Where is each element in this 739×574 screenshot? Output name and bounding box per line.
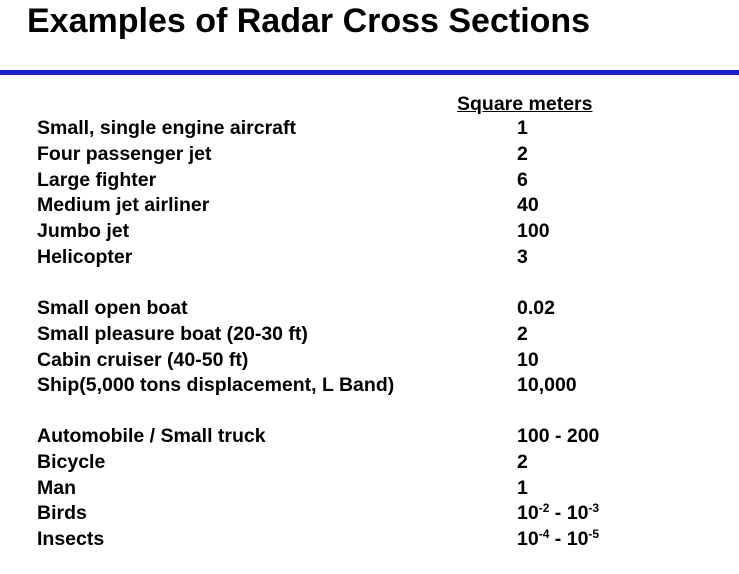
table-row [37, 296, 727, 322]
ground-and-living-group [37, 424, 727, 553]
table-row [37, 245, 727, 271]
table-row [37, 527, 727, 553]
row-value: 1 [517, 476, 528, 499]
table-row [37, 116, 727, 142]
exp-base: 10 [566, 528, 589, 551]
table-row [37, 322, 727, 348]
table-row [37, 168, 727, 194]
row-name: Birds [37, 502, 87, 525]
range-separator: - [549, 502, 567, 525]
row-value: 10 [517, 348, 539, 371]
table-row [37, 450, 727, 476]
exp-base: 10 [517, 528, 539, 551]
row-name: Jumbo jet [37, 220, 130, 243]
row-name: Bicycle [37, 450, 106, 473]
row-name: Helicopter [37, 245, 133, 268]
row-value: 2 [517, 142, 528, 165]
row-name: Automobile / Small truck [37, 425, 266, 447]
table-row [37, 193, 727, 219]
table-row [37, 501, 727, 527]
exp-power: -4 [538, 527, 550, 542]
row-value: 100 [517, 220, 550, 243]
row-value: 0.02 [517, 297, 555, 319]
row-value-exponent [517, 527, 599, 553]
page-title: Examples of Radar Cross Sections [27, 2, 591, 40]
table-row [37, 476, 727, 502]
exp-power: -2 [538, 501, 550, 516]
table-row [37, 348, 727, 374]
row-name: Ship(5,000 tons displacement, L Band) [37, 374, 395, 397]
row-value: 3 [517, 245, 528, 268]
exp-power: -5 [588, 527, 600, 542]
row-name: Large fighter [37, 168, 157, 191]
row-name: Man [37, 476, 76, 499]
row-name: Small open boat [37, 297, 188, 319]
row-name: Four passenger jet [37, 142, 212, 165]
row-name: Small, single engine aircraft [37, 117, 297, 139]
row-name: Small pleasure boat (20-30 ft) [37, 322, 308, 345]
table-row [37, 373, 727, 399]
exp-power: -3 [588, 501, 600, 516]
row-value: 100 - 200 [517, 425, 600, 447]
table-row [37, 424, 727, 450]
exp-base: 10 [517, 502, 539, 525]
row-name: Cabin cruiser (40-50 ft) [37, 348, 249, 371]
row-value: 6 [517, 168, 528, 191]
aircraft-group [37, 116, 727, 271]
exp-base: 10 [566, 502, 589, 525]
row-name: Medium jet airliner [37, 194, 210, 217]
row-value: 1 [517, 117, 528, 139]
row-value: 10,000 [517, 374, 577, 397]
row-value: 2 [517, 450, 528, 473]
row-name: Insects [37, 528, 105, 551]
column-header-square-meters: Square meters [457, 93, 593, 115]
boats-group [37, 296, 727, 399]
row-value: 2 [517, 322, 528, 345]
table-row [37, 142, 727, 168]
title-divider [0, 70, 739, 75]
range-separator: - [549, 528, 567, 551]
row-value-exponent [517, 501, 599, 527]
row-value: 40 [517, 194, 539, 217]
table-row [37, 219, 727, 245]
